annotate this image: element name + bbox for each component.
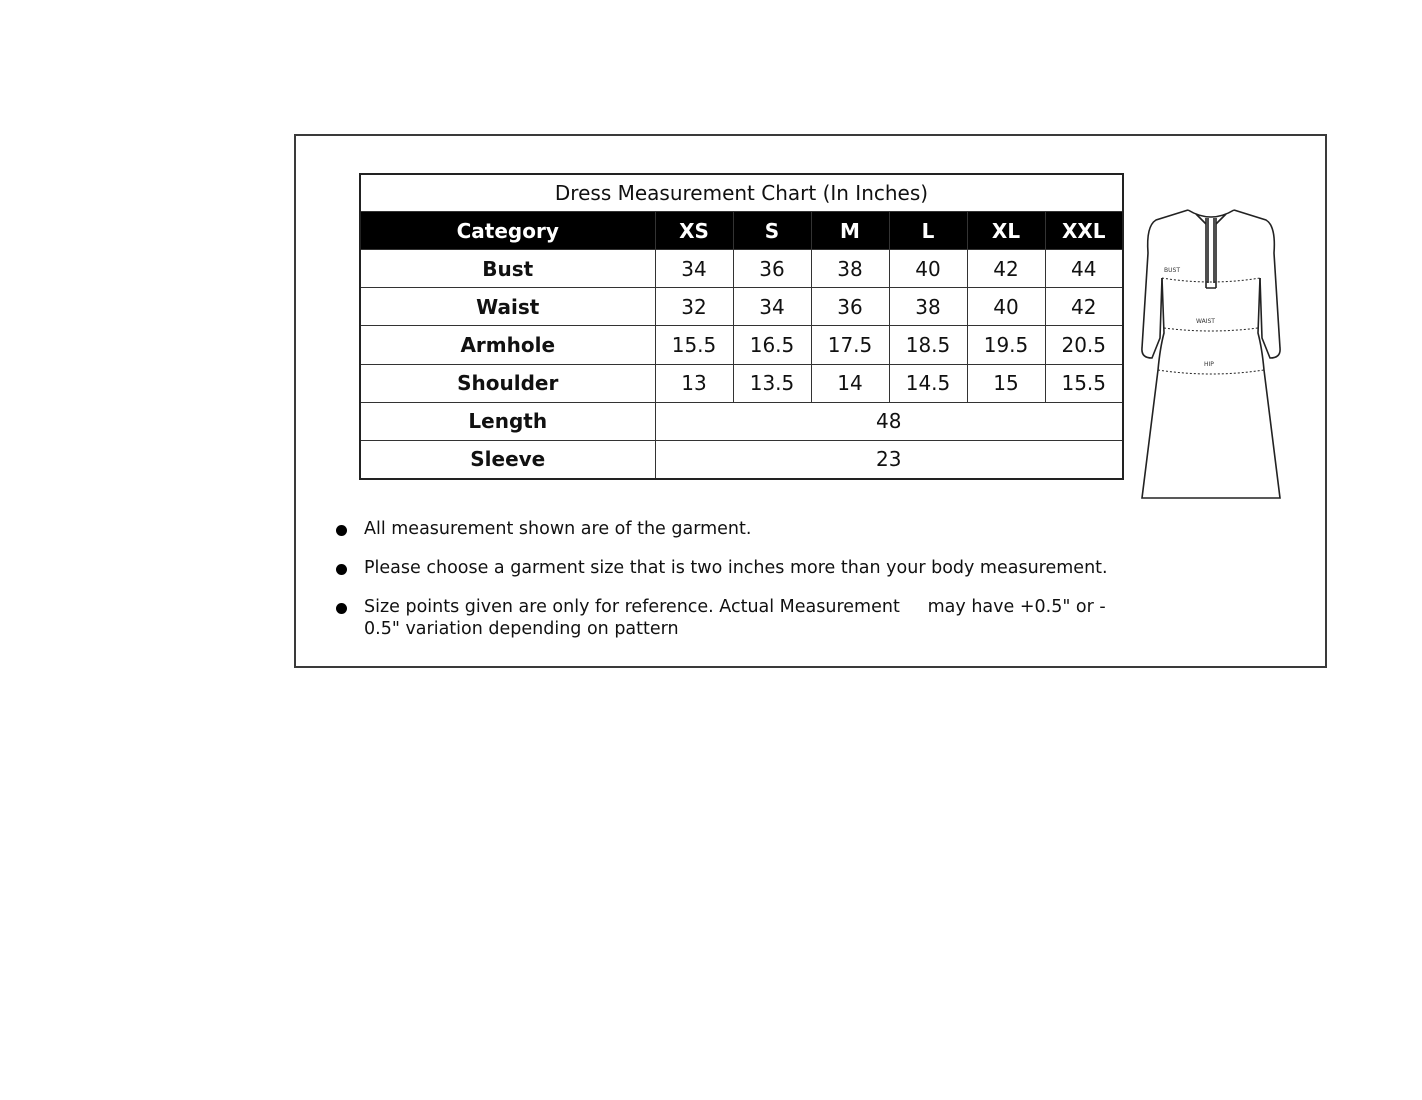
- list-item: [330, 518, 1110, 540]
- table-cell: 15: [967, 364, 1045, 402]
- table-cell-merged: 48: [655, 402, 1123, 440]
- header-size: XL: [967, 212, 1045, 250]
- table-cell: 15.5: [655, 326, 733, 364]
- header-size: L: [889, 212, 967, 250]
- waist-line: [1164, 328, 1258, 331]
- header-size: XS: [655, 212, 733, 250]
- table-cell: 40: [889, 250, 967, 288]
- size-chart-card: [294, 134, 1327, 668]
- table-cell: 42: [1045, 288, 1123, 326]
- list-item: [330, 557, 1110, 579]
- hip-label: HIP: [1204, 361, 1214, 368]
- table-cell: 34: [733, 288, 811, 326]
- table-cell: 17.5: [811, 326, 889, 364]
- note-text: Please choose a garment size that is two inches more than your body measurement.: [364, 558, 1108, 578]
- table-cell: 38: [811, 250, 889, 288]
- row-category: Shoulder: [360, 364, 655, 402]
- dress-diagram: [1136, 198, 1286, 508]
- table-row: [360, 250, 1123, 288]
- table-cell: 13.5: [733, 364, 811, 402]
- dress-outline-icon: [1142, 210, 1280, 498]
- table-row: [360, 364, 1123, 402]
- table-row: [360, 288, 1123, 326]
- row-category: Bust: [360, 250, 655, 288]
- bullet-icon: [336, 564, 347, 575]
- bust-label: BUST: [1164, 267, 1180, 274]
- table-cell: 13: [655, 364, 733, 402]
- bullet-icon: [336, 603, 347, 614]
- row-category: Waist: [360, 288, 655, 326]
- table-cell: 36: [811, 288, 889, 326]
- table-row: [360, 402, 1123, 440]
- table-cell: 19.5: [967, 326, 1045, 364]
- table-cell: 36: [733, 250, 811, 288]
- note-text-continued: 0.5" variation depending on pattern: [364, 619, 679, 639]
- measurement-table: [359, 173, 1124, 480]
- list-item: [330, 596, 1110, 639]
- header-size: XXL: [1045, 212, 1123, 250]
- header-size: S: [733, 212, 811, 250]
- table-header-row: [360, 212, 1123, 250]
- table-cell: 42: [967, 250, 1045, 288]
- table-cell: 38: [889, 288, 967, 326]
- table-title: Dress Measurement Chart (In Inches): [360, 174, 1123, 212]
- table-cell: 34: [655, 250, 733, 288]
- row-category: Sleeve: [360, 440, 655, 479]
- table-cell-merged: 23: [655, 440, 1123, 479]
- table-row: [360, 440, 1123, 479]
- table-cell: 44: [1045, 250, 1123, 288]
- bullet-icon: [336, 525, 347, 536]
- hip-line: [1158, 370, 1264, 374]
- note-text: All measurement shown are of the garment.: [364, 519, 752, 539]
- table-cell: 16.5: [733, 326, 811, 364]
- table-cell: 15.5: [1045, 364, 1123, 402]
- table-cell: 14: [811, 364, 889, 402]
- header-category: Category: [360, 212, 655, 250]
- table-cell: 18.5: [889, 326, 967, 364]
- table-cell: 20.5: [1045, 326, 1123, 364]
- table-cell: 14.5: [889, 364, 967, 402]
- row-category: Length: [360, 402, 655, 440]
- table-cell: 32: [655, 288, 733, 326]
- table-row: [360, 326, 1123, 364]
- notes-list: [330, 518, 1110, 637]
- row-category: Armhole: [360, 326, 655, 364]
- header-size: M: [811, 212, 889, 250]
- table-cell: 40: [967, 288, 1045, 326]
- bust-line: [1162, 278, 1260, 282]
- note-text: Size points given are only for reference. Actual Measurement may have +0.5" or -: [364, 597, 1106, 617]
- waist-label: WAIST: [1196, 318, 1215, 325]
